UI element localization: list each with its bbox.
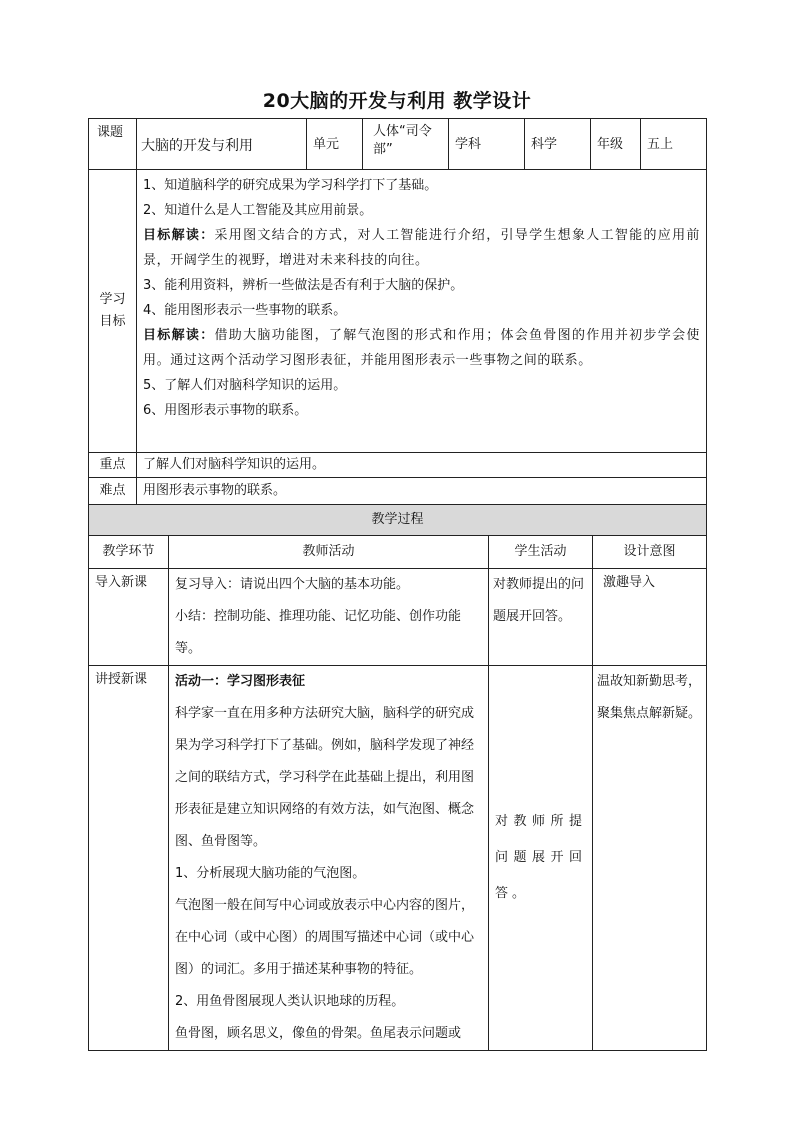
teacher-line: 2、用鱼骨图展现人类认识地球的历程。 [175, 994, 405, 1009]
keti-label: 课题 [89, 119, 137, 170]
teacher-line: 小结：控制功能、推理功能、记忆功能、创作功能等。 [175, 609, 462, 656]
key-label: 重点 [89, 453, 137, 478]
col-intent: 设计意图 [593, 536, 707, 569]
col-student: 学生活动 [489, 536, 593, 569]
keti-value: 大脑的开发与利用 [137, 119, 307, 170]
goal-item: 2、知道什么是人工智能及其应用前景。 [143, 203, 373, 218]
teacher-cell [169, 569, 489, 666]
goals-content [137, 170, 707, 453]
danyuan-value: 人体“司令部” [363, 119, 449, 170]
info-table [88, 118, 707, 505]
goal-note [143, 223, 700, 273]
danyuan-label: 单元 [307, 119, 363, 170]
student-cell [489, 569, 593, 666]
intent-cell: 激趣导入 [593, 569, 707, 666]
col-teacher: 教师活动 [169, 536, 489, 569]
goal-item: 6、用图形表示事物的联系。 [143, 403, 308, 418]
col-stage: 教学环节 [89, 536, 169, 569]
process-header: 教学过程 [89, 505, 707, 536]
teacher-line: 科学家一直在用多种方法研究大脑，脑科学的研究成果为学习科学打下了基础。例如，脑科学发现了神经之间的联结方式，学习科学在此基础上提出，利用图形表征是建立知识网络的有效方法，如气泡图、概念图、鱼骨图等。 [175, 706, 475, 849]
student-cell [489, 666, 593, 1051]
goal-item: 4、能用图形表示一些事物的联系。 [143, 303, 347, 318]
page-title: 20大脑的开发与利用 教学设计 [262, 90, 532, 112]
key-text: 了解人们对脑科学知识的运用。 [137, 453, 707, 478]
goal-note [143, 323, 700, 373]
table-row [89, 569, 707, 666]
activity-title: 活动一：学习图形表征 [175, 674, 306, 689]
goals-label-text: 学习目标 [99, 292, 126, 329]
goals-label [89, 170, 137, 453]
nianji-value: 五上 [641, 119, 707, 170]
goal-note-label: 目标解读： [143, 228, 215, 243]
nianji-label: 年级 [591, 119, 641, 170]
stage-cell: 导入新课 [89, 569, 169, 666]
teacher-line: 1、分析展现大脑功能的气泡图。 [175, 866, 366, 881]
stage-cell: 讲授新课 [89, 666, 169, 1051]
xueke-value: 科学 [525, 119, 591, 170]
goal-note-text: 采用图文结合的方式，对人工智能进行介绍，引导学生想象人工智能的应用前景，开阔学生的视野，增进对未来科技的向往。 [143, 228, 700, 268]
teacher-line: 复习导入：请说出四个大脑的基本功能。 [175, 577, 410, 592]
process-table [88, 504, 707, 1051]
student-text: 对教师提出的问题展开回答。 [493, 577, 585, 624]
student-text: 对教师所提问题展开回答。 [495, 814, 586, 901]
table-row [89, 666, 707, 1051]
goal-note-label: 目标解读： [143, 328, 215, 343]
xueke-label: 学科 [449, 119, 525, 170]
teacher-line: 鱼骨图，顾名思义，像鱼的骨架。鱼尾表示问题或 [175, 1026, 462, 1041]
teacher-line: 气泡图一般在间写中心词或放表示中心内容的图片，在中心词（或中心图）的周围写描述中心词（或中心图）的词汇。多用于描述某种事物的特征。 [175, 898, 475, 977]
difficult-text: 用图形表示事物的联系。 [137, 478, 707, 505]
goal-item: 1、知道脑科学的研究成果为学习科学打下了基础。 [143, 178, 438, 193]
goal-note-text: 借助大脑功能图，了解气泡图的形式和作用；体会鱼骨图的作用并初步学会使用。通过这两个活动学习图形表征，并能用图形表示一些事物之间的联系。 [143, 328, 700, 368]
goal-item: 5、了解人们对脑科学知识的运用。 [143, 378, 347, 393]
teacher-cell [169, 666, 489, 1051]
difficult-label: 难点 [89, 478, 137, 505]
intent-cell: 温故知新勤思考，聚集焦点解新疑。 [593, 666, 707, 1051]
goal-item: 3、能利用资料，辨析一些做法是否有利于大脑的保护。 [143, 278, 464, 293]
